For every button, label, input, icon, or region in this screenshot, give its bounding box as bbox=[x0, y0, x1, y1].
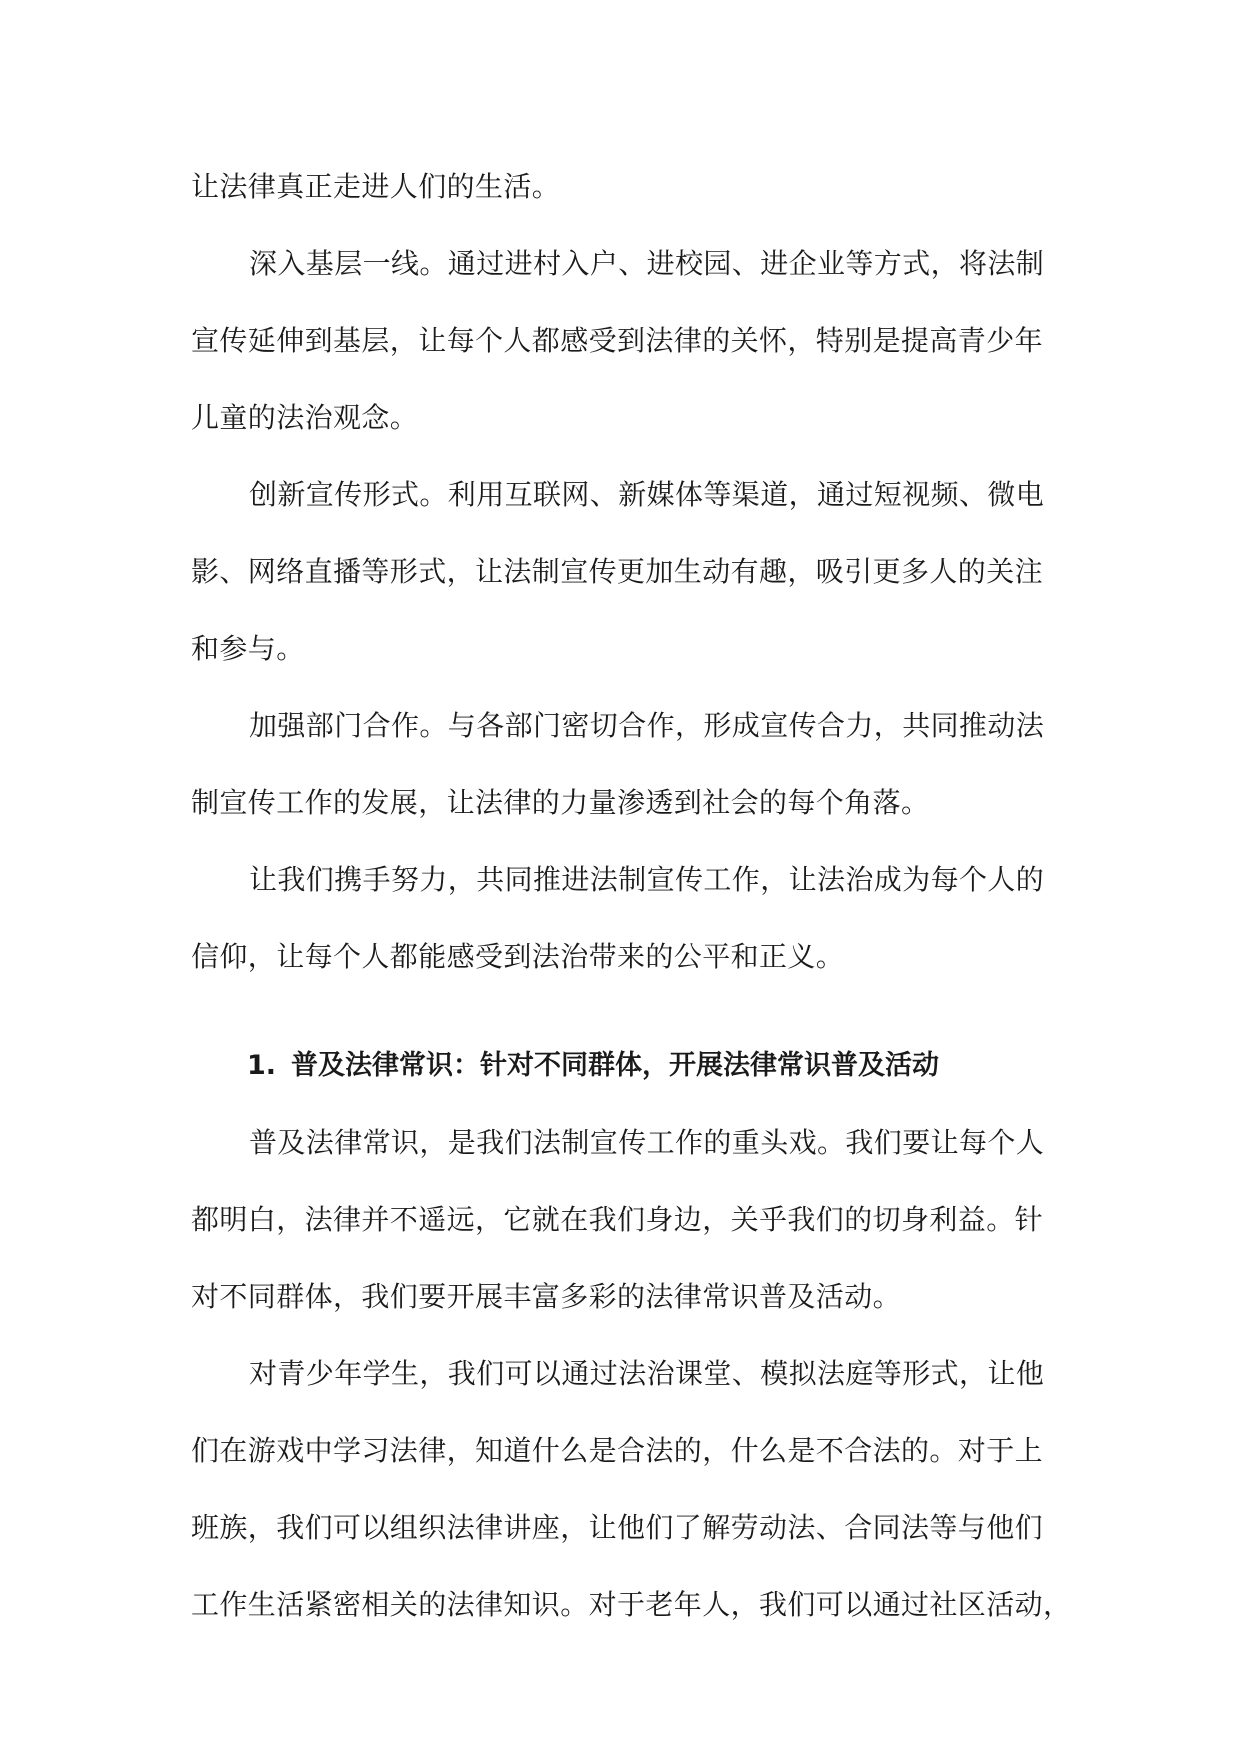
paragraph-line: 对不同群体，我们要开展丰富多彩的法律常识普及活动。 bbox=[191, 1280, 902, 1313]
paragraph-line: 宣传延伸到基层，让每个人都感受到法律的关怀，特别是提高青少年 bbox=[191, 324, 1044, 357]
paragraph-line: 对青少年学生，我们可以通过法治课堂、模拟法庭等形式，让他 bbox=[249, 1357, 1045, 1390]
section-spacer bbox=[191, 995, 1051, 1027]
section-heading bbox=[191, 1027, 1051, 1104]
paragraph-line: 工作生活紧密相关的法律知识。对于老年人，我们可以通过社区活动， bbox=[191, 1588, 1072, 1621]
section-title: 普及法律常识：针对不同群体，开展法律常识普及活动 bbox=[291, 1050, 939, 1081]
paragraph-line: 让我们携手努力，共同推进法制宣传工作，让法治成为每个人的 bbox=[249, 863, 1045, 896]
paragraph-line: 普及法律常识，是我们法制宣传工作的重头戏。我们要让每个人 bbox=[249, 1126, 1045, 1159]
paragraph-line: 加强部门合作。与各部门密切合作，形成宣传合力，共同推动法 bbox=[249, 709, 1045, 742]
paragraph-line: 深入基层一线。通过进村入户、进校园、进企业等方式，将法制 bbox=[249, 247, 1045, 280]
paragraph-line: 影、网络直播等形式，让法制宣传更加生动有趣，吸引更多人的关注 bbox=[191, 555, 1044, 588]
paragraph-line: 都明白，法律并不遥远，它就在我们身边，关乎我们的切身利益。针 bbox=[191, 1203, 1044, 1236]
paragraph-line: 班族，我们可以组织法律讲座，让他们了解劳动法、合同法等与他们 bbox=[191, 1511, 1044, 1544]
paragraph-line: 儿童的法治观念。 bbox=[191, 401, 419, 434]
paragraph-line: 创新宣传形式。利用互联网、新媒体等渠道，通过短视频、微电 bbox=[249, 478, 1045, 511]
paragraph-line: 信仰，让每个人都能感受到法治带来的公平和正义。 bbox=[191, 940, 845, 973]
paragraph-line: 制宣传工作的发展，让法律的力量渗透到社会的每个角落。 bbox=[191, 786, 930, 819]
paragraph-line: 让法律真正走进人们的生活。 bbox=[191, 170, 561, 203]
section-number: 1. bbox=[247, 1050, 277, 1081]
paragraph-line: 们在游戏中学习法律，知道什么是合法的，什么是不合法的。对于上 bbox=[191, 1434, 1044, 1467]
paragraph-line: 和参与。 bbox=[191, 632, 305, 665]
document-body bbox=[191, 148, 1072, 1643]
